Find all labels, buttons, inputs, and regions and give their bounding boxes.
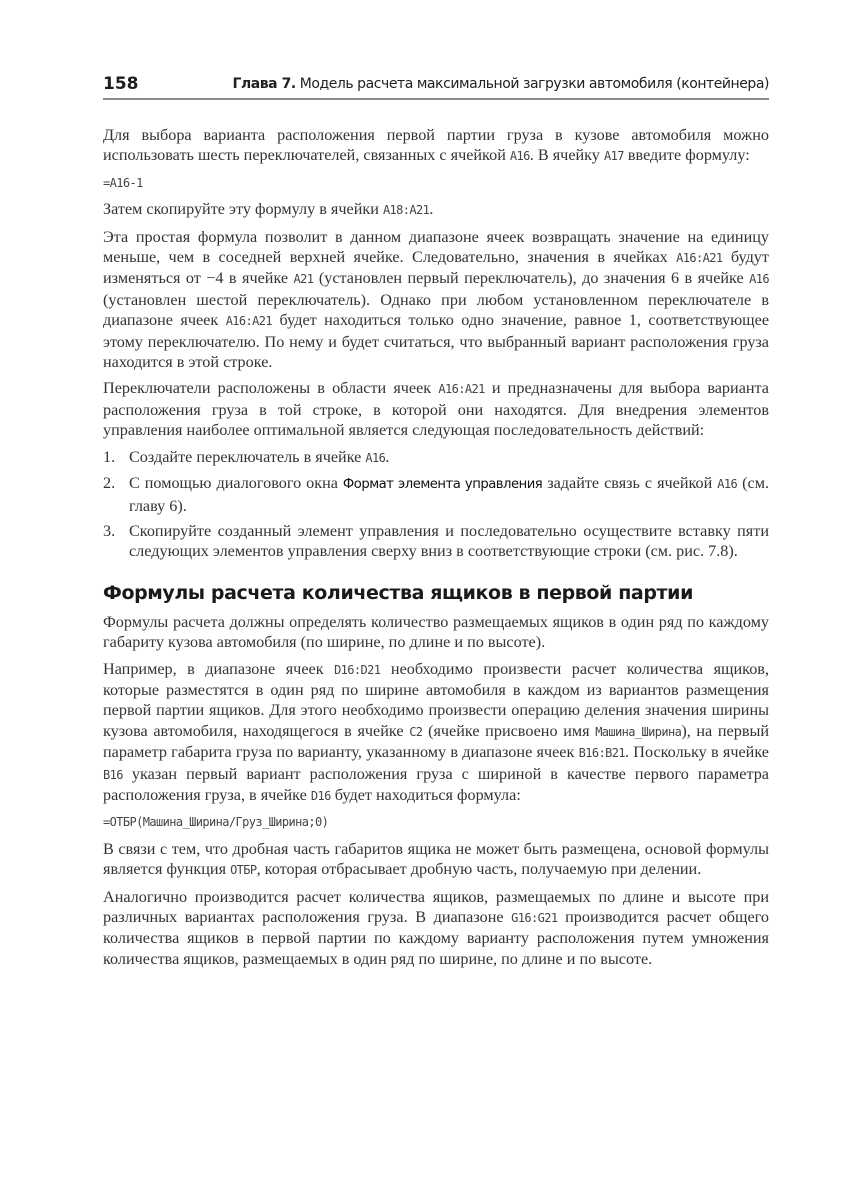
paragraph-4 — [103, 378, 769, 440]
list-item — [103, 473, 769, 516]
text: задайте связь с ячейкой — [542, 474, 718, 493]
text: С помощью диалогового окна — [129, 474, 343, 493]
ui-term: Формат элемента управления — [342, 477, 543, 493]
cell-ref: A16:A21 — [438, 382, 485, 397]
text: (ячейке присвоено имя — [422, 721, 596, 740]
list-item — [103, 521, 769, 562]
text: Эта простая формула позволит в данном диапазоне ячеек возвращать значение на единицу меньше, чем в соседней верхней ячейке. Следовательно, значения в ячейках — [103, 227, 769, 267]
text: Для выбора варианта расположения первой партии груза в кузове автомобиля можно использовать шесть переключателей, связанных с ячейкой — [103, 126, 769, 165]
cell-ref: B16 — [103, 767, 123, 782]
text: В связи с тем, что дробная часть габаритов ящика не может быть размещена, основой формулы является функция — [103, 839, 769, 879]
text: . — [429, 200, 434, 219]
text: и предназначены для выбора варианта расположения груза в той строке, в которой они находятся. Для внедрения элементов управления наиболее оптимальной является следующая последовательность действий: — [103, 379, 769, 440]
steps-list — [103, 447, 769, 562]
formula-2: =ОТБР(Машина_Ширина/Груз_Ширина;0) — [103, 815, 329, 830]
paragraph-1 — [103, 125, 769, 167]
chapter-title: Модель расчета максимальной загрузки автомобиля (контейнера) — [295, 76, 769, 92]
cell-ref: A16 — [365, 450, 386, 465]
cell-ref: B16:B21 — [578, 746, 625, 761]
paragraph-7 — [103, 839, 769, 881]
text: (установлен шестой переключатель). Однако при любом установленном переключателе в диапазоне ячеек — [103, 290, 769, 330]
list-item — [103, 447, 769, 468]
list-number: 3. — [103, 521, 116, 540]
cell-ref: A16 — [717, 477, 738, 492]
page-number: 158 — [103, 74, 139, 94]
text: (см. главу 6). — [129, 474, 769, 515]
cell-ref: A16 — [749, 272, 769, 287]
chapter-running-title — [232, 76, 769, 92]
text: Создайте переключатель в ячейке — [129, 447, 366, 466]
paragraph-2 — [103, 199, 769, 220]
section-heading: Формулы расчета количества ящиков в первой партии — [103, 581, 693, 604]
running-header — [103, 74, 769, 100]
page-body — [103, 125, 769, 975]
text: производится расчет общего количества ящиков в первой партии по каждому варианту расположения путем умножения количества ящиков, размещаемых в один ряд по ширине, по длине и по высоте. — [103, 908, 769, 968]
text: , которая отбрасывает дробную часть, получаемую при делении. — [256, 860, 702, 879]
list-number: 1. — [103, 447, 116, 466]
text: Аналогично производится расчет количества ящиков, размещаемых по длине и высоте при различных вариантах расположения груза. В диапазоне — [103, 887, 769, 926]
paragraph-8 — [103, 887, 769, 970]
text: указан первый вариант расположения груза с шириной в качестве первого параметра расположения груза, в ячейке — [103, 764, 769, 804]
paragraph-6 — [103, 659, 769, 807]
list-number: 2. — [103, 474, 116, 493]
cell-ref: D16 — [310, 788, 331, 803]
text: Скопируйте созданный элемент управления и последовательно осуществите вставку пяти следующих элементов управления сверху вниз в соответствующие строки (см. рис. 7.8). — [129, 521, 769, 561]
cell-ref: A17 — [603, 149, 624, 164]
text: Затем скопируйте эту формулу в ячейки — [103, 200, 383, 219]
cell-ref: D16:D21 — [334, 662, 381, 677]
cell-ref: A18:A21 — [382, 203, 430, 218]
text: . — [385, 447, 390, 466]
text: необходимо произвести расчет количества ящиков, которые разместятся в один ряд по ширине автомобиля в каждом из вариантов размещения первой партии ящиков. Для этого необходимо произвести операцию деления значения ширины кузова автомобиля, находящегося в ячейке — [103, 659, 769, 740]
named-range: Машина_Ширина — [595, 724, 682, 739]
text: ), на первый параметр габарита груза по варианту, указанному в диапазоне ячеек — [103, 721, 769, 762]
text: Например, в диапазоне ячеек — [103, 659, 335, 678]
text: будет находиться формула: — [330, 785, 521, 804]
text: . Поскольку в ячейке — [624, 743, 769, 762]
cell-ref: G16:G21 — [511, 911, 558, 925]
cell-ref: C2 — [409, 724, 423, 739]
cell-ref: A16:A21 — [676, 251, 723, 266]
text: Переключатели расположены в области ячеек — [103, 379, 439, 398]
formula-1: =A16-1 — [103, 175, 143, 190]
text: будет находиться только одно значение, равное 1, соответствующее этому переключателю. По нему и будет считаться, что выбранный вариант расположения груза находится в этой строке. — [103, 311, 770, 372]
cell-ref: A16 — [509, 149, 530, 164]
text: введите формулу: — [623, 146, 750, 165]
text: будут изменяться от −4 в ячейке — [103, 248, 769, 288]
chapter-label: Глава 7. — [232, 76, 296, 92]
paragraph-5: Формулы расчета должны определять количество размещаемых ящиков в один ряд по каждому габариту кузова автомобиля (по ширине, по длине и по высоте). — [103, 612, 769, 652]
paragraph-3 — [103, 227, 769, 373]
text: . В ячейку — [529, 146, 604, 165]
cell-ref: A21 — [293, 272, 314, 287]
text: (установлен первый переключатель), до значения 6 в ячейке — [313, 269, 750, 288]
function-name: ОТБР — [230, 863, 257, 878]
cell-ref: A16:A21 — [225, 314, 273, 329]
